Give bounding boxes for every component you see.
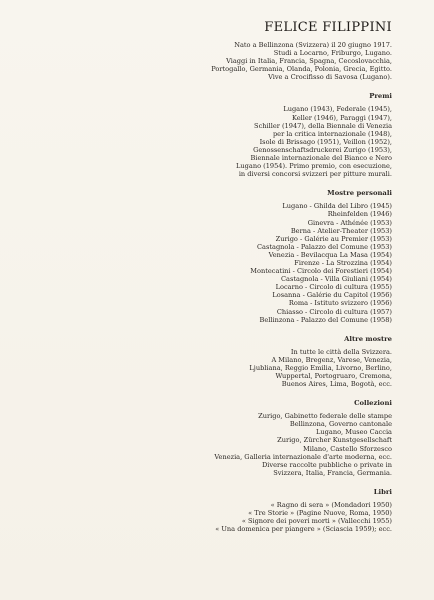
bio-line: Vive a Crocifisso di Savosa (Lugano). (268, 73, 392, 82)
section-line: Bellinzona, Governo cantonale (289, 420, 392, 429)
section-line: Lugano (1943), Federale (1945), (283, 105, 392, 114)
section-lines (92, 348, 392, 388)
section-line: Castagnola - Palazzo del Comune (1953) (257, 242, 392, 251)
biography (92, 41, 392, 81)
section-line: « Ragno di sera » (Mondadori 1950) (270, 500, 392, 509)
section-line: Lugano, Museo Caccia (316, 428, 392, 437)
section-line: Svizzera, Italia, Francia, Germania. (273, 468, 392, 477)
section-line: Montecatini - Circolo dei Forestieri (1954) (250, 267, 392, 276)
section-line: Zurigo, Gabinetto federale delle stampe (258, 412, 392, 421)
section-line: Genossenschaftsdruckerei Zurigo (1953), (253, 145, 392, 154)
section-heading: Altre mostre (344, 334, 392, 343)
section-line: Milano, Castello Sforzesco (302, 444, 392, 453)
section-line: Keller (1946), Paraggi (1947), (292, 113, 392, 122)
section-line: Venezia - Bevilacqua La Masa (1954) (268, 250, 392, 259)
section-heading: Mostre personali (327, 189, 392, 198)
section-lines (92, 105, 392, 178)
section-line: Losanna - Galérie du Capitol (1956) (272, 291, 392, 300)
section-line: Ginevra - Athénée (1953) (307, 218, 392, 227)
section-line: A Milano, Bregenz, Varese, Venezia, (271, 355, 392, 364)
section (92, 399, 392, 477)
section-heading: Libri (373, 487, 392, 496)
section-line: Biennale internazionale del Bianco e Nero (250, 154, 392, 163)
section (92, 335, 392, 388)
bio-line: Studi a Locarno, Friburgo, Lugano. (273, 49, 392, 58)
section-line: Firenze - La Strozzina (1954) (294, 258, 392, 267)
section-line: Roma - Istituto svizzero (1956) (288, 299, 392, 308)
section-line: Buenos Aires, Lima, Bogotà, ecc. (281, 380, 392, 389)
section-line: « Una domenica per piangere » (Sciascia 1959); ecc. (215, 525, 392, 534)
section-line: per la critica internazionale (1948), (272, 129, 392, 138)
bio-line: Viaggi in Italia, Francia, Spagna, Cecoslovacchia, (226, 57, 392, 66)
sections (92, 92, 392, 533)
section-lines (92, 412, 392, 477)
section-line: Ljubliana, Reggio Emilia, Livorno, Berlino, (249, 363, 392, 372)
section-line: Venezia, Galleria internazionale d'arte moderna, ecc. (214, 452, 392, 461)
section-line: in diversi concorsi svizzeri per pitture murali. (238, 170, 392, 179)
section (92, 92, 392, 178)
section-lines (92, 202, 392, 323)
section-line: Isole di Brissago (1951), Veillon (1952), (259, 137, 392, 146)
page-title: FELICE FILIPPINI (264, 20, 392, 35)
section-heading: Premi (369, 92, 392, 101)
text-column (92, 20, 392, 533)
section-line: Zurigo - Galérie au Premier (1953) (275, 234, 392, 243)
section-line: Rheinfelden (1946) (327, 210, 392, 219)
section-lines (92, 501, 392, 533)
section-line: Castagnola - Villa Giuliani (1954) (281, 275, 392, 284)
section-line: Diverse raccolte pubbliche o private in (261, 460, 392, 469)
section-line: Zurigo, Zürcher Kunstgesellschaft (277, 436, 392, 445)
section-line: « Signore dei poveri morti » (Vallecchi 1955) (241, 517, 392, 526)
section-line: Locarno - Circolo di cultura (1955) (275, 283, 392, 292)
section-heading: Collezioni (354, 399, 392, 408)
section (92, 488, 392, 533)
section-line: Wuppertal, Portogruaro, Cremona, (275, 372, 392, 380)
bio-line: Nato a Bellinzona (Svizzera) il 20 giugno 1917. (234, 41, 392, 49)
section-line: Berna - Atelier-Theater (1953) (290, 226, 392, 235)
section-line: Chiasso - Circolo di cultura (1957) (276, 307, 392, 316)
section-line: Lugano - Ghilda del Libro (1945) (282, 202, 392, 211)
section-line: In tutte le città della Svizzera. (290, 347, 392, 356)
section-line: Lugano (1954). Primo premio, con esecuzione, (236, 162, 392, 171)
bio-line: Portogallo, Germania, Olanda, Polonia, Grecia, Egitto. (211, 65, 392, 74)
section-line: Schiller (1947), della Biennale di Venezia (254, 121, 392, 130)
section-line: « Tre Storie » (Pagine Nuove, Roma, 1950) (248, 509, 392, 518)
section (92, 189, 392, 323)
section-line: Bellinzona - Palazzo del Comune (1958) (259, 315, 392, 324)
